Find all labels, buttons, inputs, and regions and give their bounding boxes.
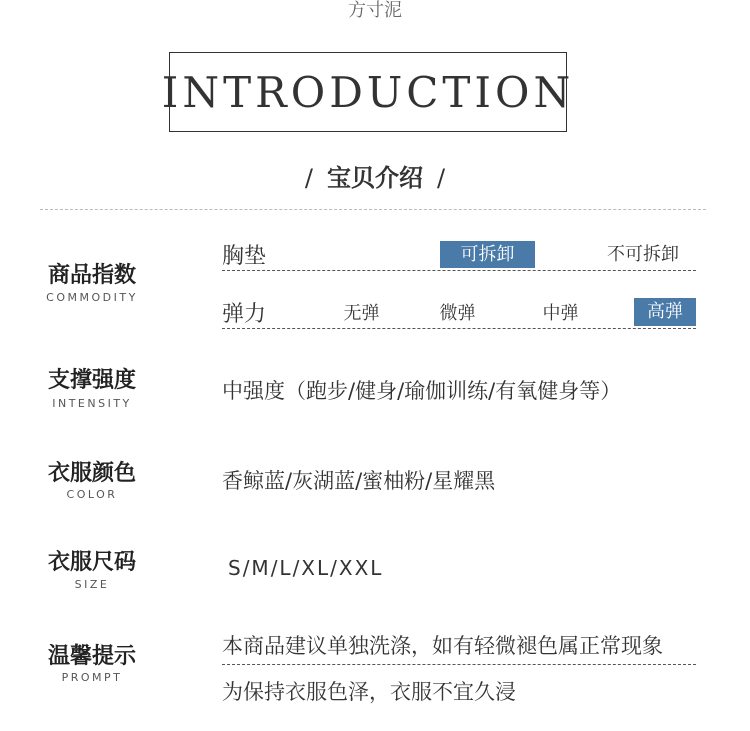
pad-option-detachable: 可拆卸 — [440, 241, 535, 268]
prompt-line-2: 为保持衣服色泽，衣服不宜久浸 — [222, 680, 516, 704]
intensity-label-en: INTENSITY — [52, 397, 132, 410]
elastic-row-line — [222, 328, 696, 329]
introduction-title-box — [161, 52, 575, 132]
elastic-option-high: 高弹 — [634, 298, 696, 326]
elastic-option-medium: 中弹 — [542, 303, 579, 324]
prompt-row-line — [222, 664, 696, 665]
elastic-option-slight: 微弹 — [439, 303, 476, 324]
brand-name: 方寸泥 — [348, 0, 402, 21]
intensity-value: 中强度（跑步/健身/瑜伽训练/有氧健身等） — [222, 379, 622, 403]
pad-option-non-detachable: 不可拆卸 — [607, 244, 679, 265]
section-subtitle — [0, 158, 750, 193]
intensity-label: 支撑强度 — [47, 368, 136, 393]
subtitle-text: 宝贝介绍 — [327, 164, 423, 192]
commodity-label-en: COMMODITY — [46, 291, 138, 304]
prompt-label-en: PROMPT — [61, 671, 123, 684]
pad-row-line — [222, 270, 696, 271]
pad-key: 胸垫 — [222, 244, 267, 269]
color-label: 衣服颜色 — [47, 461, 136, 486]
size-label: 衣服尺码 — [47, 550, 136, 575]
slash-left: / — [304, 164, 313, 192]
elastic-key: 弹力 — [222, 302, 267, 327]
commodity-label: 商品指数 — [47, 263, 136, 288]
prompt-label: 温馨提示 — [47, 644, 136, 669]
prompt-line-1: 本商品建议单独洗涤，如有轻微褪色属正常现象 — [222, 634, 663, 658]
slash-right: / — [437, 164, 446, 192]
divider-line — [40, 209, 706, 210]
elastic-option-none: 无弹 — [343, 303, 380, 324]
color-label-en: COLOR — [66, 488, 118, 501]
color-value: 香鲸蓝/灰湖蓝/蜜柚粉/星耀黑 — [222, 469, 496, 493]
size-value: S/M/L/XL/XXL — [228, 556, 384, 580]
size-label-en: SIZE — [74, 578, 110, 591]
introduction-title: INTRODUCTION — [161, 67, 575, 117]
